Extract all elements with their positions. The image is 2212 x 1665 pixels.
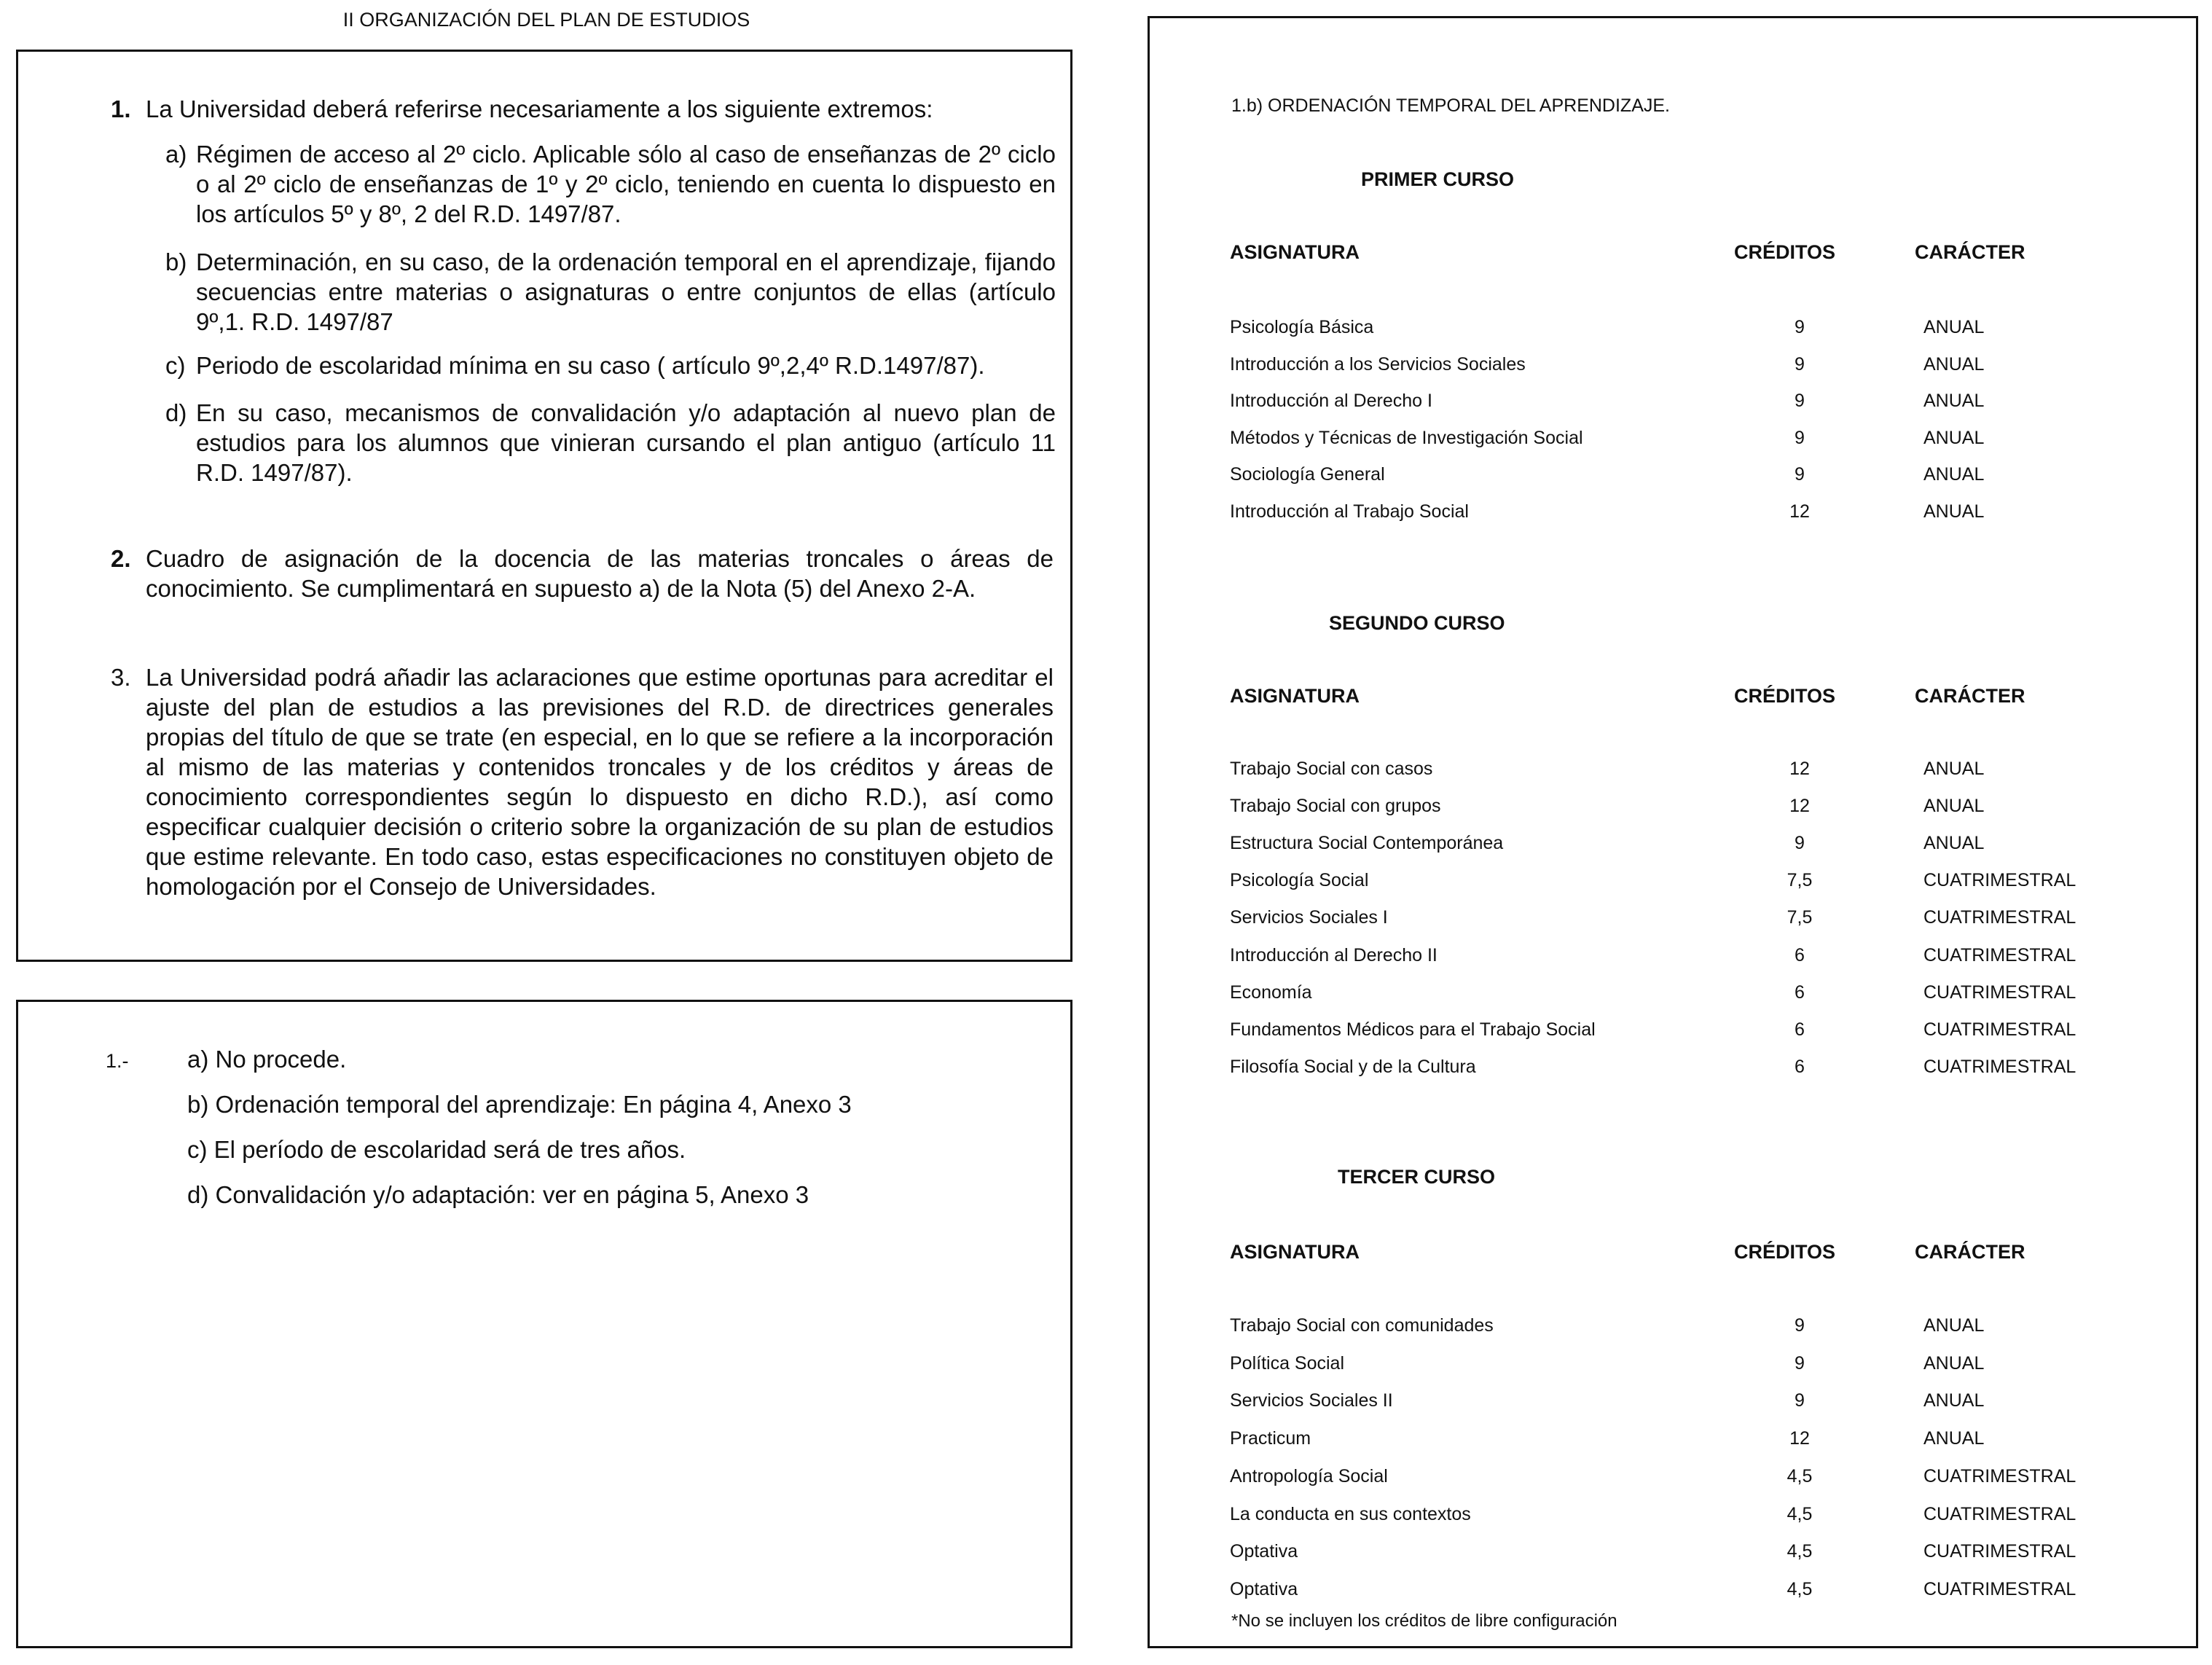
table-cell-type: ANUAL [1923,1353,1985,1374]
table-cell-type: CUATRIMESTRAL [1923,1504,2076,1524]
table-cell-type: ANUAL [1923,391,1985,411]
table-cell-credits: 9 [1795,1353,1805,1374]
column-header-subject: ASIGNATURA [1230,241,1360,263]
answer-c: c) El período de escolaridad será de tres años. [187,1136,686,1163]
subitem-a [165,139,1056,229]
table-cell-subject: La conducta en sus contextos [1230,1504,1471,1524]
table-cell-credits: 6 [1795,945,1805,965]
table-cell-credits: 7,5 [1787,907,1813,928]
subitem-label: a) [165,141,187,168]
answer-a: a) No procede. [187,1046,347,1073]
answer-number: 1.- [106,1050,129,1072]
table-cell-type: CUATRIMESTRAL [1923,1579,2076,1599]
table-cell-credits: 12 [1789,501,1810,522]
item-text: La Universidad podrá añadir las aclaraciones que estime oportunas para acreditar el ajuste del plan de estudios a las previsiones del R.D. de directrices generales propias del título de que se trate (en especial, en lo que se refiere a la incorporación al mismo de las materias y contenidos troncales y de los créditos y áreas de conocimiento correspondientes según lo dispuesto en dicho R.D.), así como especificar cualquier decisión o criterio sobre la organización de su plan de estudios que estime relevante. En todo caso, estas especificaciones no constituyen objeto de homologación por el Consejo de Universidades. [146,664,1054,900]
column-header-type: CARÁCTER [1915,685,2025,707]
table-cell-type: CUATRIMESTRAL [1923,1541,2076,1562]
table-cell-type: ANUAL [1923,1428,1985,1449]
subitem-c [165,350,1056,380]
subitem-d [165,398,1056,487]
answer-b: b) Ordenación temporal del aprendizaje: En página 4, Anexo 3 [187,1091,852,1118]
table-cell-type: ANUAL [1923,354,1985,375]
column-header-subject: ASIGNATURA [1230,685,1360,707]
table-cell-type: ANUAL [1923,1315,1985,1336]
instructions-box [16,50,1072,962]
schedule-title: 1.b) ORDENACIÓN TEMPORAL DEL APRENDIZAJE. [1231,95,1670,116]
table-cell-subject: Optativa [1230,1579,1298,1599]
table-cell-subject: Servicios Sociales I [1230,907,1388,928]
table-cell-type: ANUAL [1923,796,1985,816]
table-cell-type: ANUAL [1923,428,1985,448]
table-cell-credits: 4,5 [1787,1504,1813,1524]
table-cell-subject: Psicología Social [1230,870,1369,890]
instruction-item-3 [111,662,1054,901]
table-cell-type: CUATRIMESTRAL [1923,1466,2076,1486]
table-cell-subject: Economía [1230,982,1312,1003]
page-title: II ORGANIZACIÓN DEL PLAN DE ESTUDIOS [342,9,750,31]
schedule-box [1148,16,2198,1648]
item-number: 3. [111,664,131,691]
table-cell-subject: Trabajo Social con comunidades [1230,1315,1494,1336]
table-cell-type: CUATRIMESTRAL [1923,907,2076,928]
footnote: *No se incluyen los créditos de libre configuración [1231,1611,1617,1631]
table-cell-credits: 12 [1789,1428,1810,1449]
course-title: SEGUNDO CURSO [1329,612,1505,634]
table-cell-subject: Servicios Sociales II [1230,1390,1393,1411]
column-header-type: CARÁCTER [1915,1241,2025,1263]
table-cell-subject: Introducción al Trabajo Social [1230,501,1469,522]
column-header-credits: CRÉDITOS [1734,241,1836,263]
table-cell-subject: Política Social [1230,1353,1345,1374]
item-text: La Universidad deberá referirse necesariamente a los siguiente extremos: [146,95,933,122]
subitem-label: c) [165,352,186,379]
column-header-subject: ASIGNATURA [1230,1241,1360,1263]
table-cell-credits: 9 [1795,1315,1805,1336]
table-cell-credits: 12 [1789,796,1810,816]
subitem-text: Periodo de escolaridad mínima en su caso ( artículo 9º,2,4º R.D.1497/87). [196,352,985,379]
table-cell-subject: Introducción al Derecho II [1230,945,1438,965]
table-cell-subject: Trabajo Social con casos [1230,759,1433,779]
column-header-type: CARÁCTER [1915,241,2025,263]
table-cell-credits: 6 [1795,1019,1805,1040]
subitem-label: b) [165,248,187,275]
table-cell-credits: 9 [1795,354,1805,375]
subitem-label: d) [165,399,187,426]
table-cell-type: ANUAL [1923,833,1985,853]
table-cell-subject: Filosofía Social y de la Cultura [1230,1057,1476,1077]
course-title: TERCER CURSO [1338,1166,1496,1188]
column-header-credits: CRÉDITOS [1734,685,1836,707]
item-number: 2. [111,545,131,572]
table-cell-credits: 9 [1795,391,1805,411]
table-cell-type: ANUAL [1923,1390,1985,1411]
item-text: Cuadro de asignación de la docencia de las materias troncales o áreas de conocimiento. Se cumplimentará en supuesto a) de la Nota (5) del Anexo 2-A. [146,545,1054,602]
answers-box [16,1000,1072,1648]
subitem-text: Determinación, en su caso, de la ordenación temporal en el aprendizaje, fijando secuencias entre materias o asignaturas o entre conjuntos de ellas (artículo 9º,1. R.D. 1497/87 [196,248,1056,335]
item-number: 1. [111,95,131,122]
table-cell-subject: Introducción a los Servicios Sociales [1230,354,1526,375]
table-cell-type: CUATRIMESTRAL [1923,1019,2076,1040]
column-header-credits: CRÉDITOS [1734,1241,1836,1263]
table-cell-subject: Fundamentos Médicos para el Trabajo Social [1230,1019,1596,1040]
table-cell-type: ANUAL [1923,759,1985,779]
table-cell-subject: Estructura Social Contemporánea [1230,833,1504,853]
table-cell-credits: 9 [1795,833,1805,853]
table-cell-type: ANUAL [1923,317,1985,337]
table-cell-subject: Psicología Básica [1230,317,1374,337]
table-cell-subject: Sociología General [1230,464,1385,485]
table-cell-subject: Practicum [1230,1428,1311,1449]
table-cell-type: CUATRIMESTRAL [1923,945,2076,965]
answer-d: d) Convalidación y/o adaptación: ver en página 5, Anexo 3 [187,1181,809,1208]
table-cell-credits: 9 [1795,464,1805,485]
table-cell-credits: 9 [1795,317,1805,337]
table-cell-type: CUATRIMESTRAL [1923,870,2076,890]
subitem-text: En su caso, mecanismos de convalidación y/o adaptación al nuevo plan de estudios para los alumnos que vinieran cursando el plan antiguo (artículo 11 R.D. 1497/87). [196,399,1056,486]
course-title: PRIMER CURSO [1361,168,1515,190]
table-cell-subject: Métodos y Técnicas de Investigación Social [1230,428,1583,448]
table-cell-credits: 9 [1795,1390,1805,1411]
table-cell-type: ANUAL [1923,464,1985,485]
table-cell-credits: 4,5 [1787,1541,1813,1562]
table-cell-credits: 4,5 [1787,1579,1813,1599]
table-cell-subject: Antropología Social [1230,1466,1388,1486]
table-cell-subject: Trabajo Social con grupos [1230,796,1441,816]
table-cell-credits: 12 [1789,759,1810,779]
table-cell-credits: 4,5 [1787,1466,1813,1486]
table-cell-credits: 6 [1795,982,1805,1003]
table-cell-subject: Optativa [1230,1541,1298,1562]
instruction-item-2 [111,544,1054,603]
instruction-item-1 [111,94,1049,124]
table-cell-credits: 9 [1795,428,1805,448]
table-cell-type: CUATRIMESTRAL [1923,1057,2076,1077]
subitem-b [165,247,1056,337]
table-cell-type: CUATRIMESTRAL [1923,982,2076,1003]
table-cell-subject: Introducción al Derecho I [1230,391,1432,411]
table-cell-credits: 7,5 [1787,870,1813,890]
subitem-text: Régimen de acceso al 2º ciclo. Aplicable sólo al caso de enseñanzas de 2º ciclo o al 2º ciclo de enseñanzas de 1º y 2º ciclo, teniendo en cuenta lo dispuesto en los artículos 5º y 8º, 2 del R.D. 1497/87. [196,141,1056,227]
table-cell-type: ANUAL [1923,501,1985,522]
table-cell-credits: 6 [1795,1057,1805,1077]
